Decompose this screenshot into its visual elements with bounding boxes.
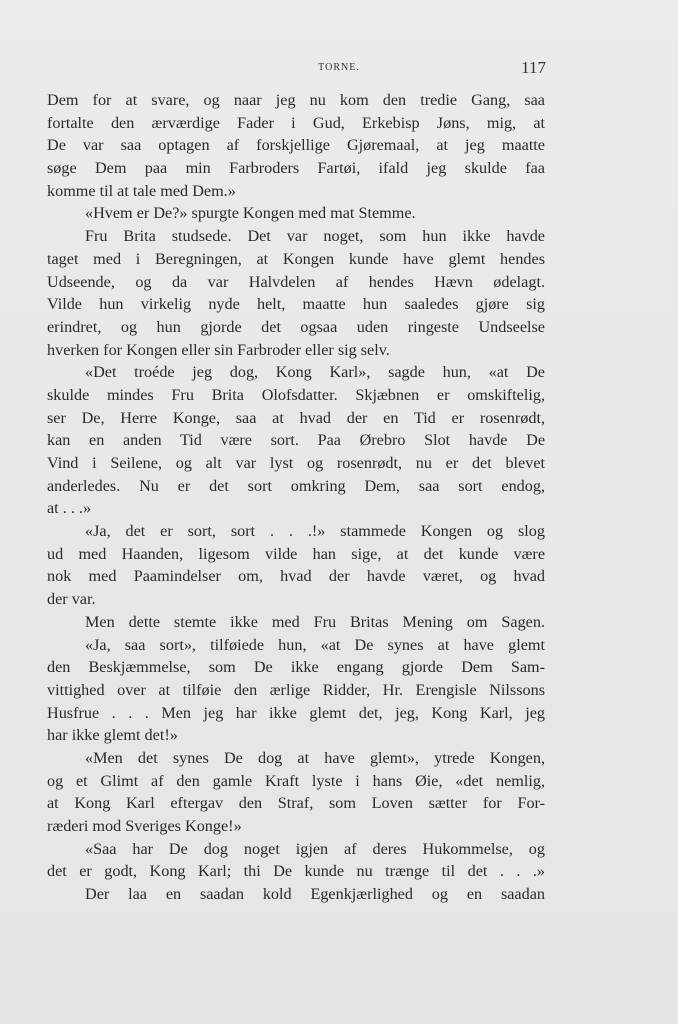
- text-line: ud med Haanden, ligesom vilde han sige, at det kunde være: [47, 544, 545, 563]
- text-line: De var saa optagen af forskjellige Gjøremaal, at jeg maatte: [47, 136, 545, 155]
- text-line: Husfrue . . . Men jeg har ikke glemt det, jeg, Kong Karl, jeg: [47, 703, 545, 722]
- text-line: skulde mindes Fru Brita Olofsdatter. Skjæbnen er omskiftelig,: [47, 385, 545, 404]
- text-line: søge Dem paa min Farbroders Fartøi, ifald jeg skulde faa: [47, 159, 545, 178]
- text-line: Dem for at svare, og naar jeg nu kom den tredie Gang, saa: [47, 91, 545, 109]
- text-line: «Hvem er De?» spurgte Kongen med mat Stemme.: [85, 204, 416, 223]
- text-line: «Det troéde jeg dog, Kong Karl», sagde hun, «at De: [85, 363, 545, 382]
- text-line: Men dette stemte ikke med Fru Britas Mening om Sagen.: [85, 612, 545, 631]
- text-line: det er godt, Kong Karl; thi De kunde nu trænge til det . . .»: [47, 862, 545, 881]
- text-line: ser De, Herre Konge, saa at hvad der en Tid er rosenrødt,: [47, 408, 545, 427]
- text-line: hverken for Kongen eller sin Farbroder eller sig selv.: [47, 340, 390, 359]
- text-line: erindret, og hun gjorde det ogsaa uden ringeste Undseelse: [47, 317, 545, 336]
- text-line: Vind i Seilene, og alt var lyst og rosenrødt, nu er det blevet: [47, 454, 545, 472]
- text-line: Vilde hun virkelig nyde helt, maatte hun saaledes gjøre sig: [47, 295, 545, 314]
- text-line: at Kong Karl eftergav den Straf, som Loven sætter for For-: [47, 794, 545, 813]
- text-line: Udseende, og da var Halvdelen af hendes Hævn ødelagt.: [47, 272, 545, 291]
- page-number: 117: [521, 58, 546, 77]
- text-line: vittighed over at tilføie den ærlige Ridder, Hr. Erengisle Nilssons: [47, 680, 545, 699]
- text-line: den Beskjæmmelse, som De ikke engang gjorde Dem Sam-: [47, 658, 545, 677]
- text-line: taget med i Beregningen, at Kongen kunde have glemt hendes: [47, 249, 545, 268]
- text-line: der var.: [47, 590, 96, 609]
- text-line: anderledes. Nu er det sort omkring Dem, saa sort endog,: [47, 476, 545, 495]
- text-line: har ikke glemt det!»: [47, 726, 178, 745]
- text-line: Der laa en saadan kold Egenkjærlighed og en saadan: [85, 885, 545, 904]
- text-line: og et Glimt af den gamle Kraft lyste i hans Øie, «det nemlig,: [47, 771, 545, 790]
- text-line: komme til at tale med Dem.»: [47, 181, 236, 200]
- text-line: «Ja, saa sort», tilføiede hun, «at De synes at have glemt: [85, 635, 545, 654]
- text-line: kan en anden Tid være sort. Paa Ørebro Slot havde De: [47, 431, 545, 450]
- running-title: TORNE.: [318, 62, 360, 73]
- body-text: [47, 89, 545, 906]
- text-line: «Ja, det er sort, sort . . .!» stammede Kongen og slog: [85, 522, 545, 541]
- text-line: «Saa har De dog noget igjen af deres Hukommelse, og: [85, 839, 545, 858]
- text-line: at . . .»: [47, 499, 92, 518]
- text-line: nok med Paamindelser om, hvad der havde været, og hvad: [47, 567, 545, 586]
- text-line: Fru Brita studsede. Det var noget, som hun ikke havde: [85, 227, 545, 246]
- text-line: fortalte den ærværdige Fader i Gud, Erkebisp Jøns, mig, at: [47, 113, 545, 132]
- text-line: «Men det synes De dog at have glemt», ytrede Kongen,: [85, 748, 545, 767]
- text-line: ræderi mod Sveriges Konge!»: [47, 817, 242, 835]
